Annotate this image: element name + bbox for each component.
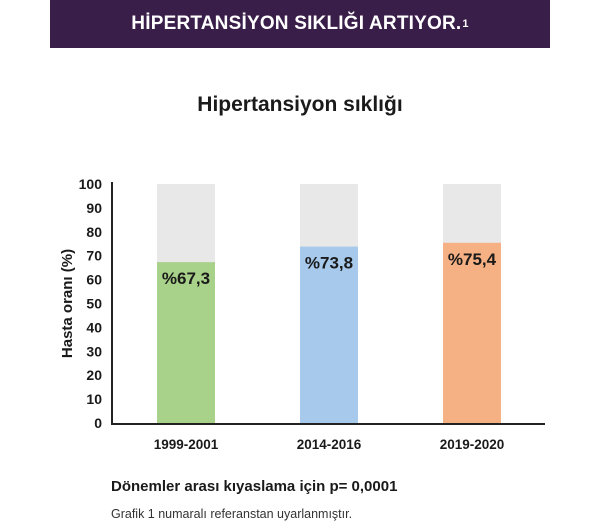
y-tick-label: 100 <box>78 176 102 192</box>
y-tick-label: 40 <box>86 319 102 336</box>
y-tick-label: 30 <box>86 343 102 360</box>
data-label: %75,4 <box>447 249 497 269</box>
y-tick-label: 20 <box>86 367 102 384</box>
banner-reference: 1 <box>462 18 469 30</box>
y-tick-label: 0 <box>94 415 102 431</box>
data-label: %73,8 <box>304 253 354 273</box>
banner-title: HİPERTANSİYON SIKLIĞI ARTIYOR. <box>131 13 462 34</box>
x-tick-label: 2014-2016 <box>296 437 362 452</box>
x-tick-label: 1999-2001 <box>153 437 219 452</box>
bar <box>443 243 501 423</box>
y-tick-label: 80 <box>86 223 102 240</box>
bar <box>300 247 358 423</box>
source-note: Grafik 1 numaralı referanstan uyarlanmıştır. <box>111 507 353 521</box>
x-tick-label: 2019-2020 <box>439 437 505 452</box>
p-value-note: Dönemler arası kıyaslama için p= 0,0001 <box>111 478 398 495</box>
y-tick-label: 90 <box>86 199 102 216</box>
chart-title: Hipertansiyon sıklığı <box>197 93 403 116</box>
y-tick-label: 70 <box>86 247 102 264</box>
y-tick-label: 50 <box>86 295 102 312</box>
y-tick-label: 10 <box>86 391 102 408</box>
y-axis-label: Hasta oranı (%) <box>59 248 76 359</box>
data-label: %67,3 <box>161 269 211 289</box>
y-tick-label: 60 <box>86 271 102 288</box>
